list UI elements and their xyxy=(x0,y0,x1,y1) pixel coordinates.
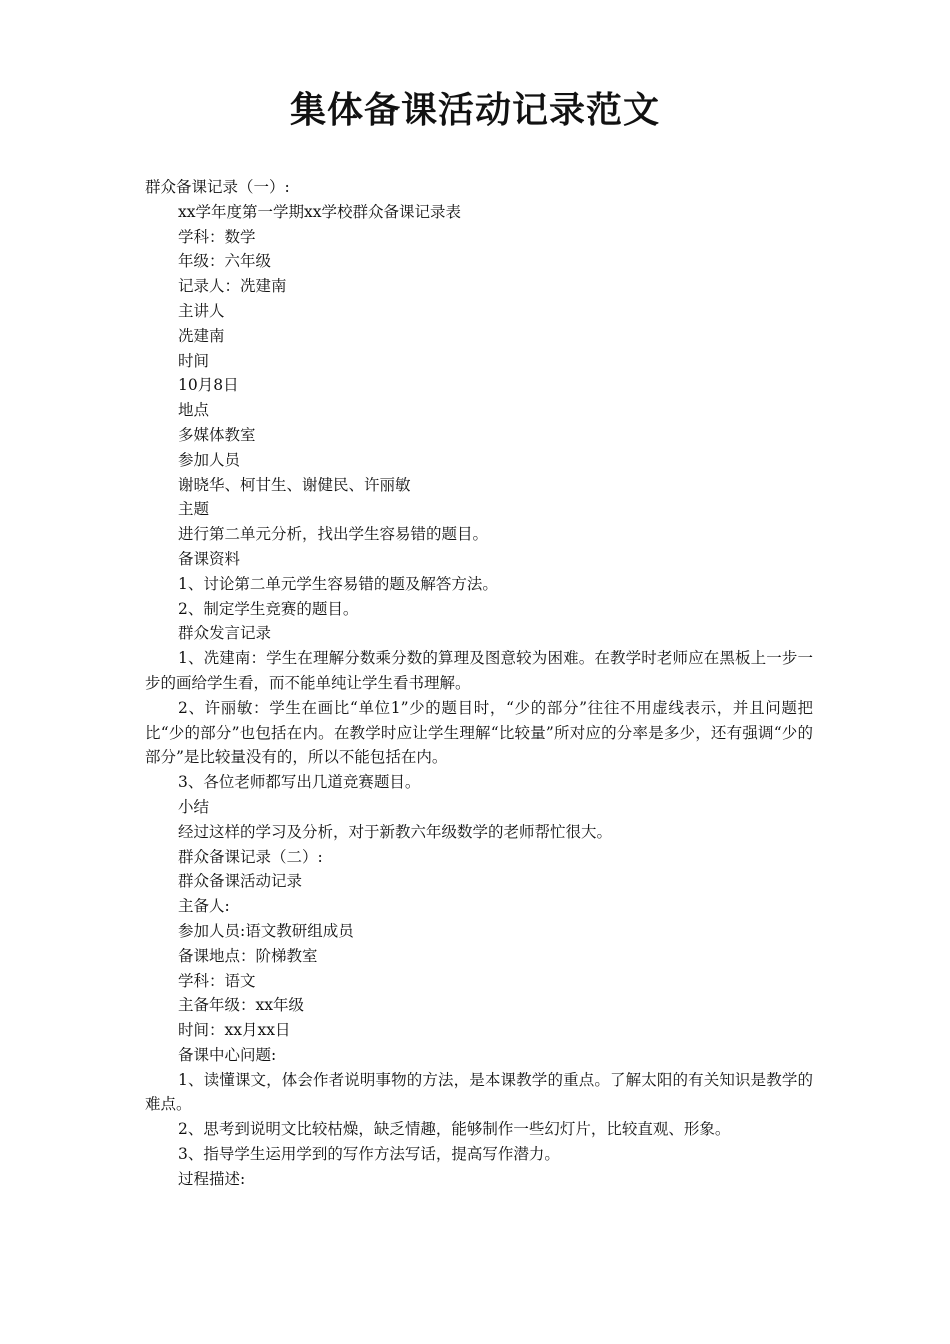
document-body xyxy=(145,175,813,1192)
paragraph: 学科：语文 xyxy=(178,971,256,990)
paragraph: 时间 xyxy=(178,351,210,370)
paragraph: 3、指导学生运用学到的写作方法写话，提高写作潜力。 xyxy=(178,1145,560,1164)
paragraph: 10月8日 xyxy=(178,376,239,395)
paragraph: 1、讨论第二单元学生容易错的题及解答方法。 xyxy=(178,574,498,593)
paragraph: xx学年度第一学期xx学校群众备课记录表 xyxy=(178,202,461,221)
paragraph: 主题 xyxy=(178,500,210,519)
paragraph: 地点 xyxy=(178,401,210,420)
paragraph: 1、冼建南：学生在理解分数乘分数的算理及图意较为困难。在教学时老师应在黑板上一步一步的画给学生看，而不能单纯让学生看书理解。 xyxy=(145,649,813,692)
paragraph: 参加人员:语文教研组成员 xyxy=(178,921,354,940)
document-title: 集体备课活动记录范文 xyxy=(289,89,660,131)
paragraph: 小结 xyxy=(178,797,210,816)
paragraph: 群众备课记录（一）: xyxy=(145,178,290,196)
paragraph: 谢晓华、柯甘生、谢健民、许丽敏 xyxy=(178,475,411,494)
paragraph: 2、制定学生竞赛的题目。 xyxy=(178,599,359,618)
paragraph: 主讲人 xyxy=(178,301,225,320)
paragraph: 2、许丽敏：学生在画比“单位1”少的题目时，“少的部分”往往不用虚线表示，并且问题把比“少的部分”也包括在内。在教学时应让学生理解“比较量”所对应的分率是多少，还有强调“少的部分”是比较量没有的，所以不能包括在内。 xyxy=(145,698,813,767)
paragraph: 群众备课记录（二）: xyxy=(178,847,323,866)
paragraph: 群众发言记录 xyxy=(178,624,272,643)
paragraph: 过程描述: xyxy=(178,1169,246,1188)
paragraph: 进行第二单元分析，找出学生容易错的题目。 xyxy=(178,525,489,544)
paragraph: 记录人：冼建南 xyxy=(178,277,287,296)
paragraph: 年级：六年级 xyxy=(178,252,272,271)
paragraph: 主备人: xyxy=(178,897,230,916)
paragraph: 3、各位老师都写出几道竞赛题目。 xyxy=(178,773,421,792)
paragraph: 经过这样的学习及分析，对于新教六年级数学的老师帮忙很大。 xyxy=(178,822,613,841)
paragraph: 时间：xx月xx日 xyxy=(178,1021,291,1040)
paragraph: 参加人员 xyxy=(178,450,241,469)
paragraph: 群众备课活动记录 xyxy=(178,872,303,891)
paragraph: 备课地点：阶梯教室 xyxy=(178,946,318,965)
paragraph: 1、读懂课文，体会作者说明事物的方法，是本课教学的重点。了解太阳的有关知识是教学的难点。 xyxy=(145,1070,813,1114)
paragraph: 备课中心问题: xyxy=(178,1045,277,1064)
paragraph: 备课资料 xyxy=(178,549,241,568)
paragraph: 学科：数学 xyxy=(178,227,256,246)
paragraph: 2、思考到说明文比较枯燥，缺乏情趣，能够制作一些幻灯片，比较直观、形象。 xyxy=(178,1120,731,1139)
paragraph: 多媒体教室 xyxy=(178,425,256,444)
paragraph: 冼建南 xyxy=(178,326,225,345)
paragraph: 主备年级：xx年级 xyxy=(178,996,304,1015)
